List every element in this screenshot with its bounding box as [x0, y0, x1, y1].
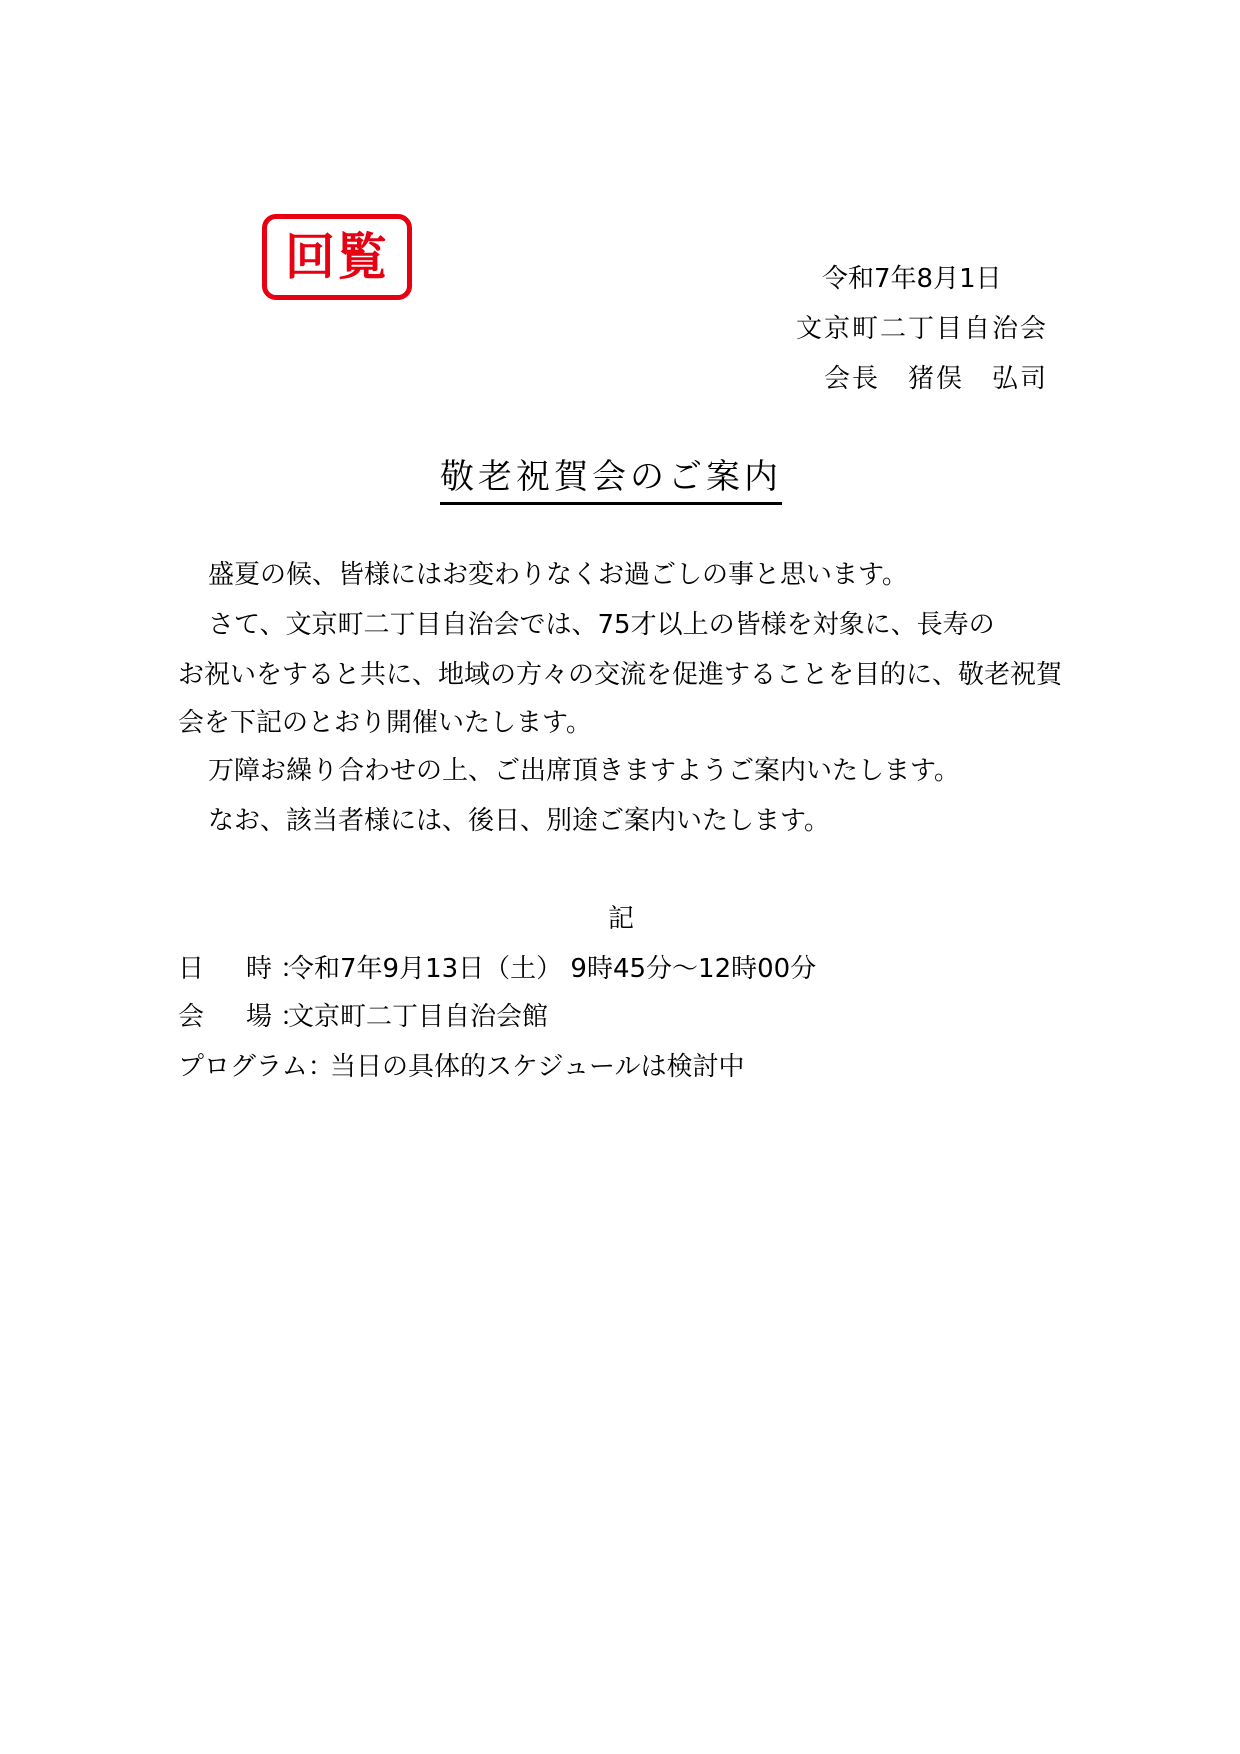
- body-line: お祝いをすると共に、地域の方々の交流を促進することを目的に、敬老祝賀: [178, 660, 1063, 690]
- body-line: さて、文京町二丁目自治会では、75才以上の皆様を対象に、長寿の: [208, 610, 995, 640]
- notice-heading: 記: [608, 904, 635, 934]
- circulation-stamp: [262, 214, 412, 300]
- document-title: 敬老祝賀会のご案内: [440, 460, 782, 505]
- detail-datetime: [178, 956, 816, 982]
- body-line: なお、該当者様には、後日、別途ご案内いたします。: [208, 806, 830, 836]
- venue-value: 文京町二丁目自治会館: [288, 1002, 549, 1032]
- detail-venue: [178, 1004, 548, 1030]
- venue-label: 会 場：: [178, 1002, 315, 1032]
- body-line: 会を下記のとおり開催いたします。: [178, 708, 592, 738]
- datetime-label: 日 時：: [178, 954, 315, 984]
- program-label: プログラム：: [178, 1052, 334, 1082]
- representative-name: 会長 猪俣 弘司: [824, 364, 1049, 394]
- datetime-value: 令和7年9月13日（土） 9時45分～12時00分: [288, 954, 817, 984]
- issuing-organization: 文京町二丁目自治会: [796, 314, 1049, 344]
- document-date: 令和7年8月1日: [822, 264, 1002, 294]
- detail-program: [178, 1054, 744, 1080]
- stamp-text: 回覧: [285, 228, 389, 286]
- body-line: 盛夏の候、皆様にはお変わりなくお過ごしの事と思います。: [208, 560, 908, 590]
- program-value: 当日の具体的スケジュールは検討中: [330, 1052, 745, 1082]
- body-line: 万障お繰り合わせの上、ご出席頂きますようご案内いたします。: [208, 756, 960, 786]
